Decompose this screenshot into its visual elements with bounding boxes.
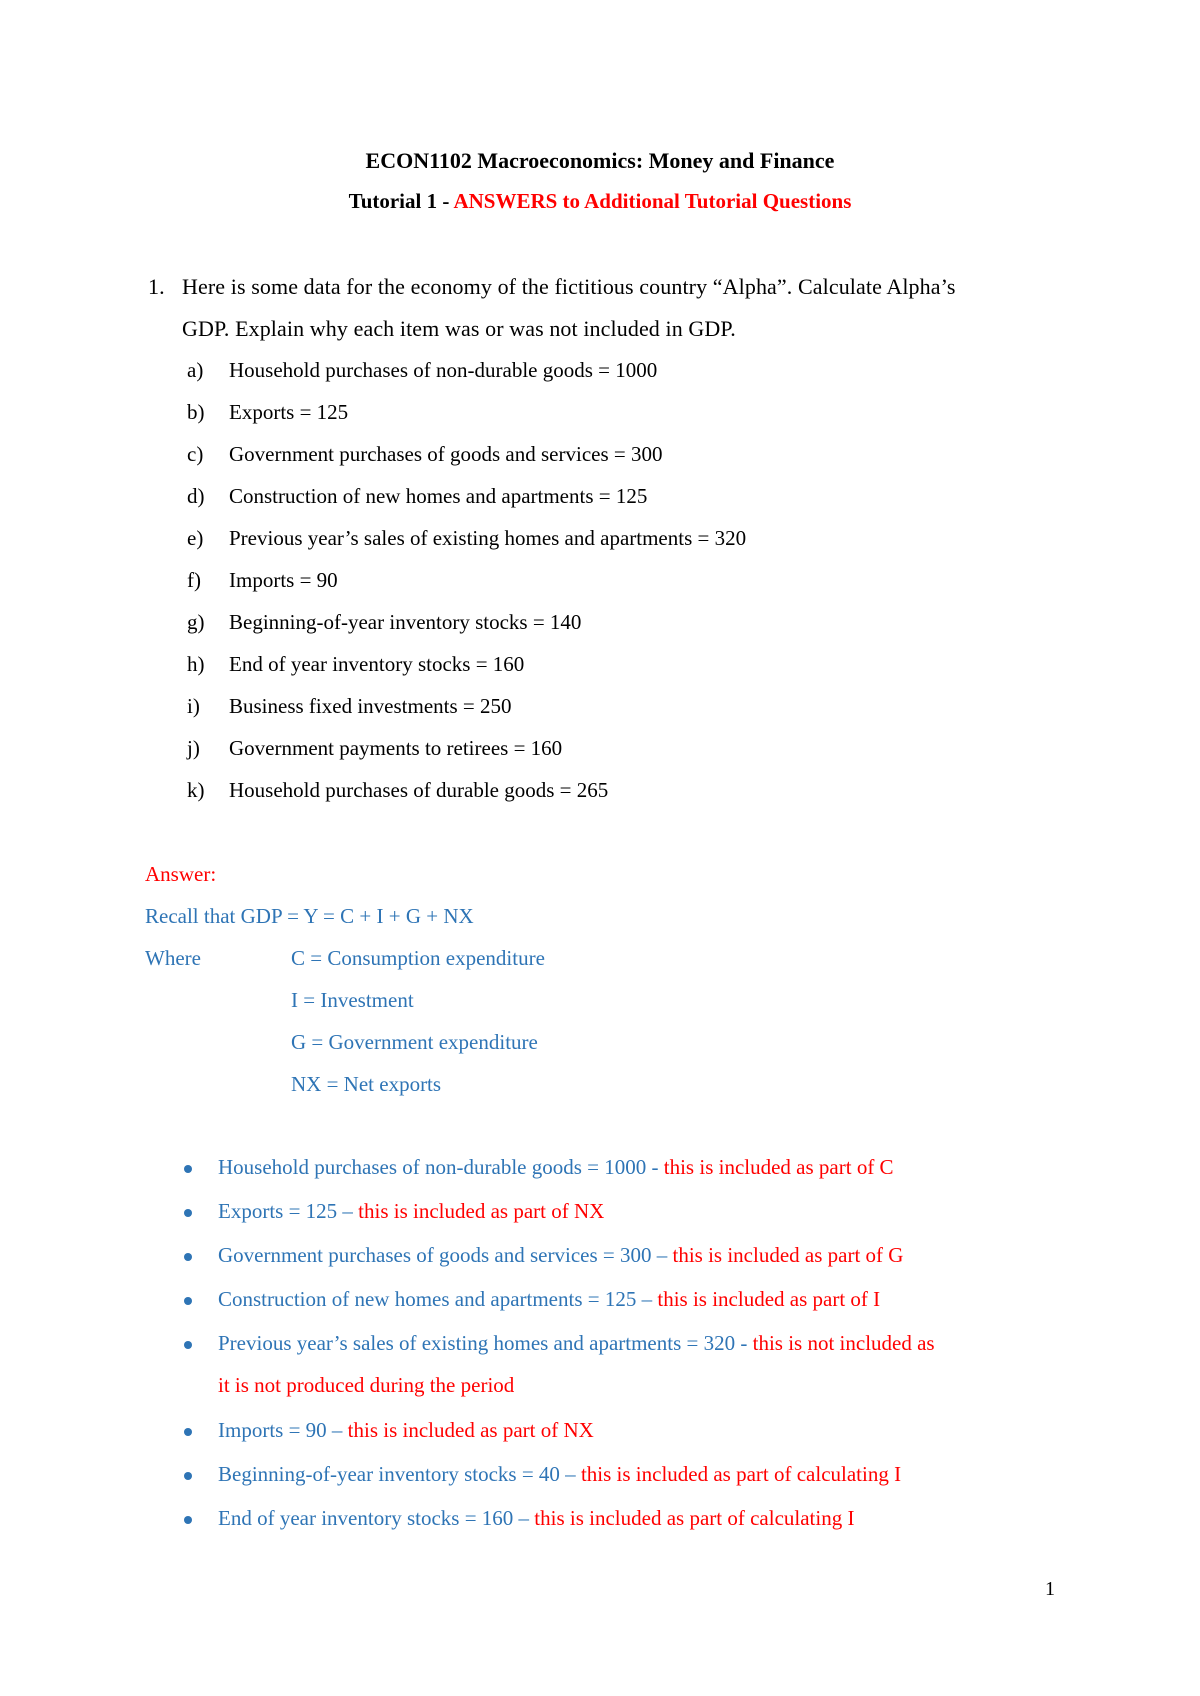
question-item-text: End of year inventory stocks = 160 bbox=[229, 652, 525, 676]
bullet-item: Government purchases of goods and services = 300 – bbox=[218, 1243, 673, 1267]
definition-nx: NX = Net exports bbox=[291, 1072, 442, 1096]
question-item-text: Business fixed investments = 250 bbox=[229, 694, 512, 718]
answer-bullet bbox=[218, 1506, 854, 1531]
question-item-text: Government payments to retirees = 160 bbox=[229, 736, 563, 760]
bullet-item: Beginning-of-year inventory stocks = 40 – bbox=[218, 1462, 581, 1486]
subtitle-prefix: Tutorial 1 - bbox=[348, 189, 454, 213]
question-item-letter: e) bbox=[187, 526, 204, 550]
question-item-text: Previous year’s sales of existing homes and apartments = 320 bbox=[229, 526, 747, 550]
answer-bullet bbox=[218, 1462, 901, 1487]
question-text-line1: Here is some data for the economy of the fictitious country “Alpha”. Calculate Alpha’s bbox=[182, 274, 956, 299]
bullet-icon bbox=[184, 1341, 192, 1349]
bullet-icon bbox=[184, 1209, 192, 1217]
question-item-letter: c) bbox=[187, 442, 204, 466]
bullet-item: End of year inventory stocks = 160 – bbox=[218, 1506, 535, 1530]
question-text-line2: GDP. Explain why each item was or was not included in GDP. bbox=[182, 316, 736, 341]
bullet-item: Imports = 90 – bbox=[218, 1418, 348, 1442]
question-item-text: Exports = 125 bbox=[229, 400, 349, 424]
question-item-text: Household purchases of non-durable goods = 1000 bbox=[229, 358, 658, 382]
question-item-letter: i) bbox=[187, 694, 200, 718]
answer-bullet bbox=[218, 1418, 594, 1443]
question-number: 1. bbox=[148, 274, 165, 299]
question-item-letter: d) bbox=[187, 484, 205, 508]
question-item-text: Beginning-of-year inventory stocks = 140 bbox=[229, 610, 582, 634]
definition-g: G = Government expenditure bbox=[291, 1030, 538, 1054]
bullet-explanation: this is not included as bbox=[752, 1331, 935, 1355]
bullet-explanation: this is included as part of NX bbox=[347, 1418, 594, 1442]
question-item-letter: b) bbox=[187, 400, 205, 424]
answer-bullet bbox=[218, 1155, 894, 1180]
bullet-explanation-continued: it is not produced during the period bbox=[218, 1373, 515, 1397]
answer-where: Where bbox=[145, 946, 201, 970]
subtitle-highlight: ANSWERS to Additional Tutorial Questions bbox=[453, 189, 852, 213]
bullet-explanation: this is included as part of NX bbox=[358, 1199, 605, 1223]
question-item-letter: h) bbox=[187, 652, 205, 676]
answer-bullet bbox=[218, 1287, 880, 1312]
bullet-explanation: this is included as part of G bbox=[672, 1243, 904, 1267]
document-title: ECON1102 Macroeconomics: Money and Finance bbox=[365, 148, 835, 173]
question-item-letter: j) bbox=[187, 736, 200, 760]
bullet-item: Household purchases of non-durable goods = 1000 - bbox=[218, 1155, 664, 1179]
question-item-text: Imports = 90 bbox=[229, 568, 338, 592]
bullet-item: Exports = 125 – bbox=[218, 1199, 359, 1223]
question-item-letter: k) bbox=[187, 778, 205, 802]
bullet-explanation: this is included as part of calculating I bbox=[580, 1462, 902, 1486]
bullet-icon bbox=[184, 1428, 192, 1436]
bullet-item: Construction of new homes and apartments = 125 – bbox=[218, 1287, 658, 1311]
answer-bullet bbox=[218, 1331, 935, 1356]
answer-recall: Recall that GDP = Y = C + I + G + NX bbox=[145, 904, 474, 928]
bullet-icon bbox=[184, 1516, 192, 1524]
question-item-letter: g) bbox=[187, 610, 205, 634]
answer-label: Answer: bbox=[145, 862, 217, 886]
bullet-explanation: this is included as part of calculating I bbox=[534, 1506, 855, 1530]
bullet-icon bbox=[184, 1297, 192, 1305]
bullet-icon bbox=[184, 1165, 192, 1173]
page-number: 1 bbox=[1045, 1578, 1055, 1600]
answer-bullet bbox=[218, 1243, 903, 1268]
question-item-letter: a) bbox=[187, 358, 204, 382]
definition-i: I = Investment bbox=[291, 988, 414, 1012]
bullet-explanation: this is included as part of C bbox=[663, 1155, 894, 1179]
question-item-letter: f) bbox=[187, 568, 201, 592]
question-item-text: Construction of new homes and apartments = 125 bbox=[229, 484, 648, 508]
answer-bullet bbox=[218, 1199, 604, 1224]
bullet-icon bbox=[184, 1253, 192, 1261]
question-item-text: Household purchases of durable goods = 265 bbox=[229, 778, 609, 802]
bullet-explanation: this is included as part of I bbox=[657, 1287, 881, 1311]
definition-c: C = Consumption expenditure bbox=[291, 946, 545, 970]
bullet-item: Previous year’s sales of existing homes and apartments = 320 - bbox=[218, 1331, 753, 1355]
question-item-text: Government purchases of goods and services = 300 bbox=[229, 442, 663, 466]
document-subtitle bbox=[0, 189, 1200, 214]
bullet-icon bbox=[184, 1472, 192, 1480]
